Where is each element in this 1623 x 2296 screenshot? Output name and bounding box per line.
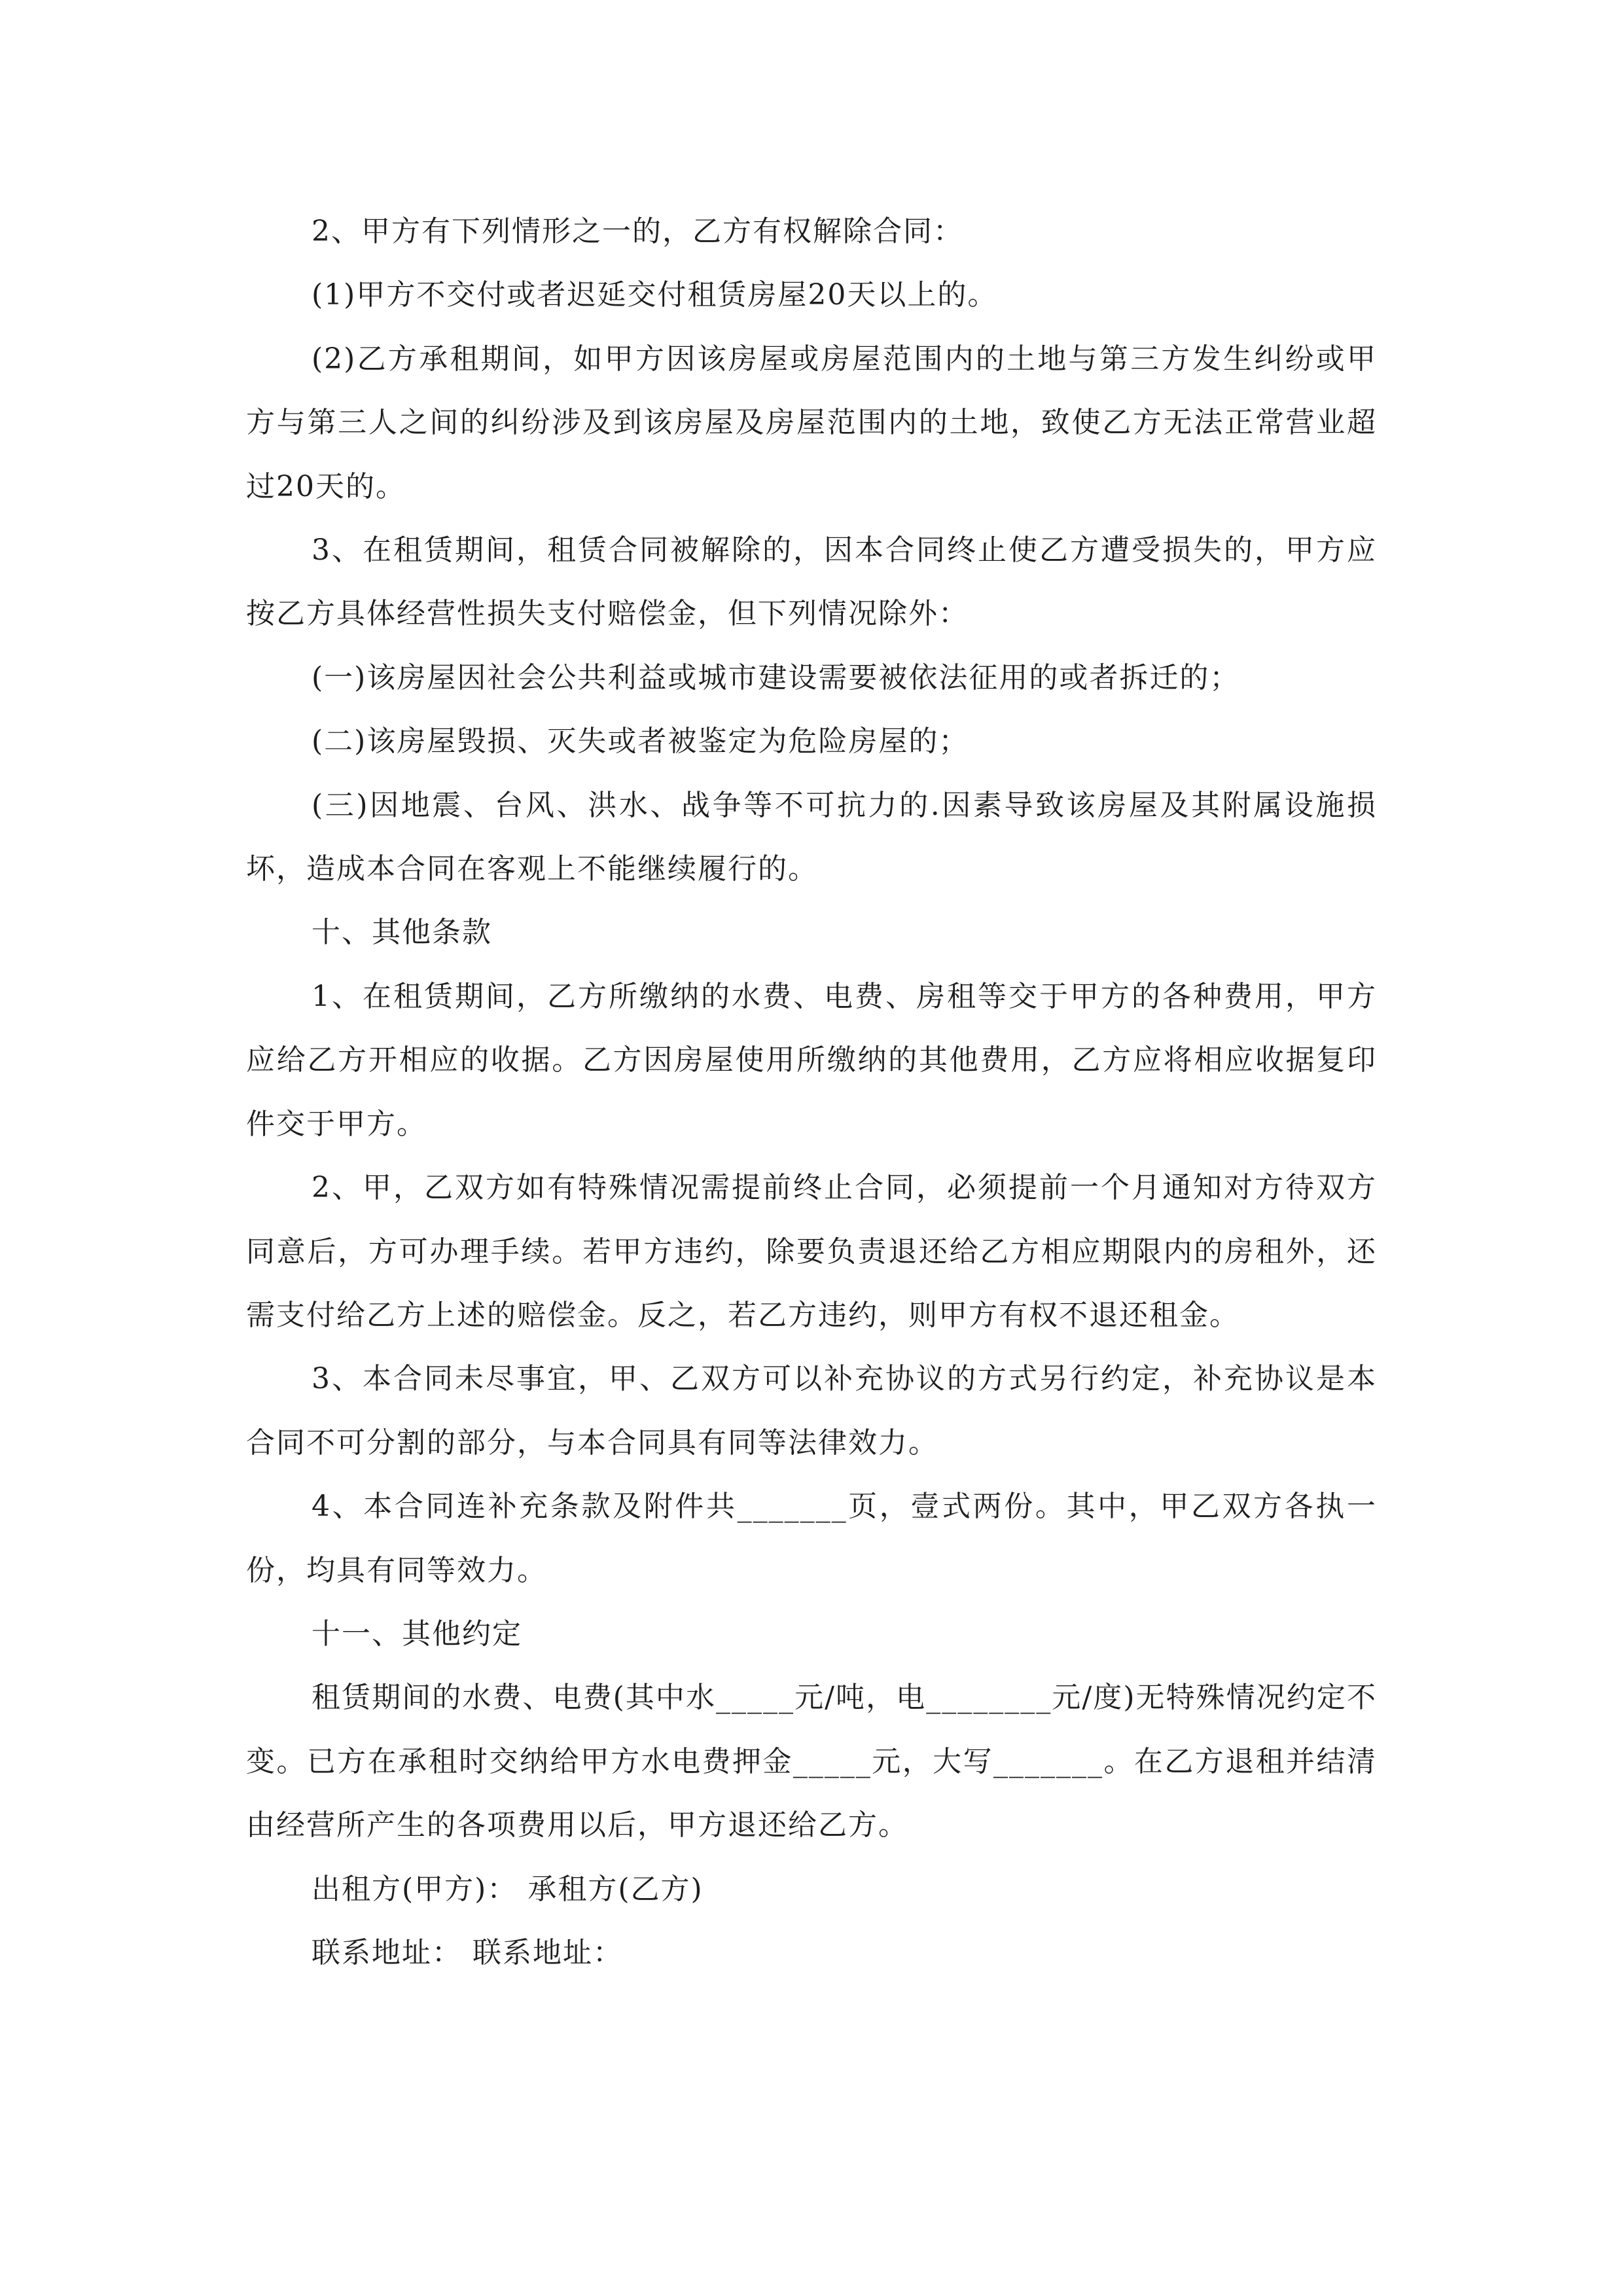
section-10-clause-1: 1、在租赁期间，乙方所缴纳的水费、电费、房租等交于甲方的各种费用，甲方应给乙方开相应的收据。乙方因房屋使用所缴纳的其他费用，乙方应将相应收据复印件交于甲方。: [246, 979, 1377, 1141]
exception-item-2: (二)该房屋毁损、灭失或者被鉴定为危险房屋的；: [312, 725, 969, 759]
document-body: [246, 200, 1377, 1984]
section-11-utilities: 租赁期间的水费、电费(其中水_____元/吨，电________元/度)无特殊情况约定不变。已方在承租时交纳给甲方水电费押金_____元，大写_______。在乙方退租并结清由经营所产生的各项费用以后，甲方退还给乙方。: [246, 1681, 1377, 1842]
clause-2-termination-rights: 2、甲方有下列情形之一的，乙方有权解除合同：: [312, 215, 963, 248]
section-10-clause-4: 4、本合同连补充条款及附件共_______页，壹式两份。其中，甲乙双方各执一份，均具有同等效力。: [246, 1490, 1377, 1587]
section-10-clause-3: 3、本合同未尽事宜，甲、乙双方可以补充协议的方式另行约定，补充协议是本合同不可分割的部分，与本合同具有同等法律效力。: [246, 1362, 1377, 1460]
contact-address: 联系地址： 联系地址：: [312, 1935, 623, 1969]
exception-item-1: (一)该房屋因社会公共利益或城市建设需要被依法征用的或者拆迁的；: [312, 660, 1240, 694]
exception-item-3: (三)因地震、台风、洪水、战争等不可抗力的.因素导致该房屋及其附属设施损坏，造成本合同在客观上不能继续履行的。: [246, 788, 1377, 886]
clause-2-item-1: (1)甲方不交付或者迟延交付租赁房屋20天以上的。: [312, 278, 998, 312]
clause-2-item-2: (2)乙方承租期间，如甲方因该房屋或房屋范围内的土地与第三方发生纠纷或甲方与第三人之间的纠纷涉及到该房屋及房屋范围内的土地，致使乙方无法正常营业超过20天的。: [246, 342, 1377, 503]
clause-3-compensation: 3、在租赁期间，租赁合同被解除的，因本合同终止使乙方遭受损失的，甲方应按乙方具体经营性损失支付赔偿金，但下列情况除外：: [246, 533, 1377, 631]
section-heading-11: 十一、其他约定: [312, 1617, 522, 1651]
section-10-clause-2: 2、甲，乙双方如有特殊情况需提前终止合同，必须提前一个月通知对方待双方同意后，方可办理手续。若甲方违约，除要负责退还给乙方相应期限内的房租外，还需支付给乙方上述的赔偿金。反之，若乙方违约，则甲方有权不退还租金。: [246, 1171, 1377, 1332]
section-heading-10: 十、其他条款: [312, 916, 492, 950]
signature-parties: 出租方(甲方)： 承租方(乙方): [312, 1872, 704, 1906]
